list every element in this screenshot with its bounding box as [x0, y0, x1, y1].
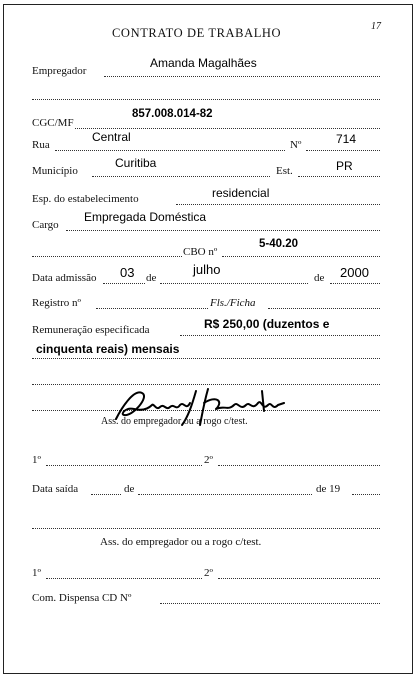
value-especie: residencial — [212, 186, 270, 200]
label-segundo-1: 2º — [204, 454, 213, 466]
value-dia-admissao: 03 — [120, 265, 135, 280]
line-rua — [55, 150, 285, 151]
line-especie — [176, 204, 380, 205]
label-cargo: Cargo — [32, 219, 59, 231]
label-registro: Registro nº — [32, 297, 81, 309]
line-remuneracao — [180, 335, 380, 336]
label-segundo-2: 2º — [204, 567, 213, 579]
line-cgc — [75, 128, 380, 129]
label-de-2: de — [314, 272, 325, 284]
value-remuneracao-2: cinquenta reais) mensais — [36, 342, 180, 356]
line-mes — [160, 283, 308, 284]
value-rua: Central — [92, 130, 131, 144]
label-empregador: Empregador — [32, 65, 87, 77]
label-especie: Esp. do estabelecimento — [32, 193, 139, 205]
value-cgc: 857.008.014-82 — [132, 108, 213, 120]
line-dia — [103, 283, 145, 284]
line-segundo-2 — [218, 578, 380, 579]
label-estado: Est. — [276, 165, 293, 177]
line-saida-ano — [352, 494, 380, 495]
line-numero — [306, 150, 380, 151]
label-municipio: Município — [32, 165, 78, 177]
line-registro — [96, 308, 208, 309]
line-empregador — [104, 76, 380, 77]
line-saida-mes — [138, 494, 312, 495]
label-numero: Nº — [290, 139, 302, 151]
value-ano-admissao: 2000 — [340, 265, 369, 280]
label-de-1: de — [146, 272, 157, 284]
line-empregador-2 — [32, 99, 380, 100]
document-title: CONTRATO DE TRABALHO — [112, 26, 282, 40]
line-segundo-1 — [218, 465, 380, 466]
label-saida-de-1: de — [124, 483, 135, 495]
label-remuneracao: Remuneração especificada — [32, 324, 150, 336]
line-primeiro-2 — [46, 578, 202, 579]
page-number: 17 — [371, 21, 381, 32]
label-primeiro-2: 1º — [32, 567, 41, 579]
value-estado: PR — [336, 159, 353, 173]
line-com-dispensa — [160, 603, 380, 604]
label-primeiro-1: 1º — [32, 454, 41, 466]
label-fls: Fls./Ficha — [210, 297, 256, 309]
value-mes-admissao: julho — [193, 262, 221, 277]
value-cargo: Empregada Doméstica — [84, 210, 207, 224]
label-ass-empregador-1: Ass. do empregador ou a rogo c/test. — [101, 416, 248, 427]
label-cgc: CGC/MF — [32, 117, 74, 129]
label-ass-empregador-2: Ass. do empregador ou a rogo c/test. — [100, 536, 262, 548]
line-cbo-left — [32, 256, 182, 257]
value-empregador: Amanda Magalhães — [150, 56, 257, 70]
label-data-saida: Data saída — [32, 483, 79, 495]
line-cbo — [222, 256, 380, 257]
line-ano — [330, 283, 380, 284]
label-rua: Rua — [32, 139, 50, 151]
label-saida-de-2: de 19 — [316, 483, 341, 495]
line-ass-2 — [32, 528, 380, 529]
value-municipio: Curitiba — [115, 156, 157, 170]
value-remuneracao-1: R$ 250,00 (duzentos e — [204, 317, 330, 331]
line-saida-dia — [91, 494, 121, 495]
line-cargo — [66, 230, 380, 231]
label-cbo: CBO nº — [183, 246, 218, 258]
label-data-admissao: Data admissão — [32, 272, 97, 284]
value-cbo: 5-40.20 — [259, 238, 299, 250]
value-numero: 714 — [336, 132, 357, 146]
label-com-dispensa: Com. Dispensa CD Nº — [32, 592, 132, 604]
line-remuneracao-2 — [32, 358, 380, 359]
line-estado — [298, 176, 380, 177]
line-primeiro-1 — [46, 465, 202, 466]
line-fls — [268, 308, 380, 309]
line-municipio — [92, 176, 270, 177]
